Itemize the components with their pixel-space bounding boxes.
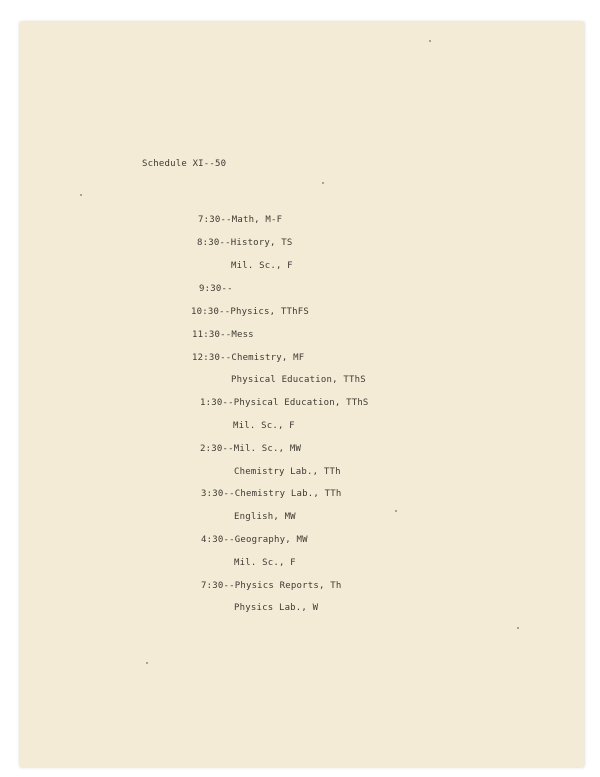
paper-speck [322,182,324,184]
schedule-title: Schedule XI--50 [142,159,227,169]
schedule-entry-0330-chemistry-lab: 3:30--Chemistry Lab., TTh [201,489,342,499]
schedule-entry-1230-physical-education: Physical Education, TThS [231,375,366,385]
paper-speck [146,662,148,664]
schedule-entry-0230-chemistry-lab: Chemistry Lab., TTh [234,467,341,477]
schedule-entry-0430-mil-sc: Mil. Sc., F [234,558,296,568]
schedule-entry-0930: 9:30-- [199,284,233,294]
schedule-entry-1030-physics: 10:30--Physics, TThFS [191,307,309,317]
paper-speck [517,627,519,629]
paper-speck [395,510,397,512]
schedule-entry-0330-english: English, MW [234,512,296,522]
schedule-entry-0730-physics-reports: 7:30--Physics Reports, Th [201,581,342,591]
schedule-entry-1230-chemistry: 12:30--Chemistry, MF [192,353,305,363]
schedule-entry-0130-mil-sc: Mil. Sc., F [233,421,295,431]
schedule-entry-0430-geography: 4:30--Geography, MW [201,535,308,545]
schedule-entry-0730-physics-lab: Physics Lab., W [234,603,319,613]
schedule-entry-0230-mil-sc: 2:30--Mil. Sc., MW [200,444,302,454]
schedule-entry-0130-physical-education: 1:30--Physical Education, TThS [200,398,369,408]
paper-speck [80,194,82,196]
schedule-entry-0830-history: 8:30--History, TS [197,238,293,248]
schedule-entry-0730-math: 7:30--Math, M-F [198,215,283,225]
paper-speck [429,40,431,42]
schedule-entry-0830-mil-sc: Mil. Sc., F [231,261,293,271]
schedule-entry-1130-mess: 11:30--Mess [192,330,254,340]
paper-sheet [20,22,584,767]
